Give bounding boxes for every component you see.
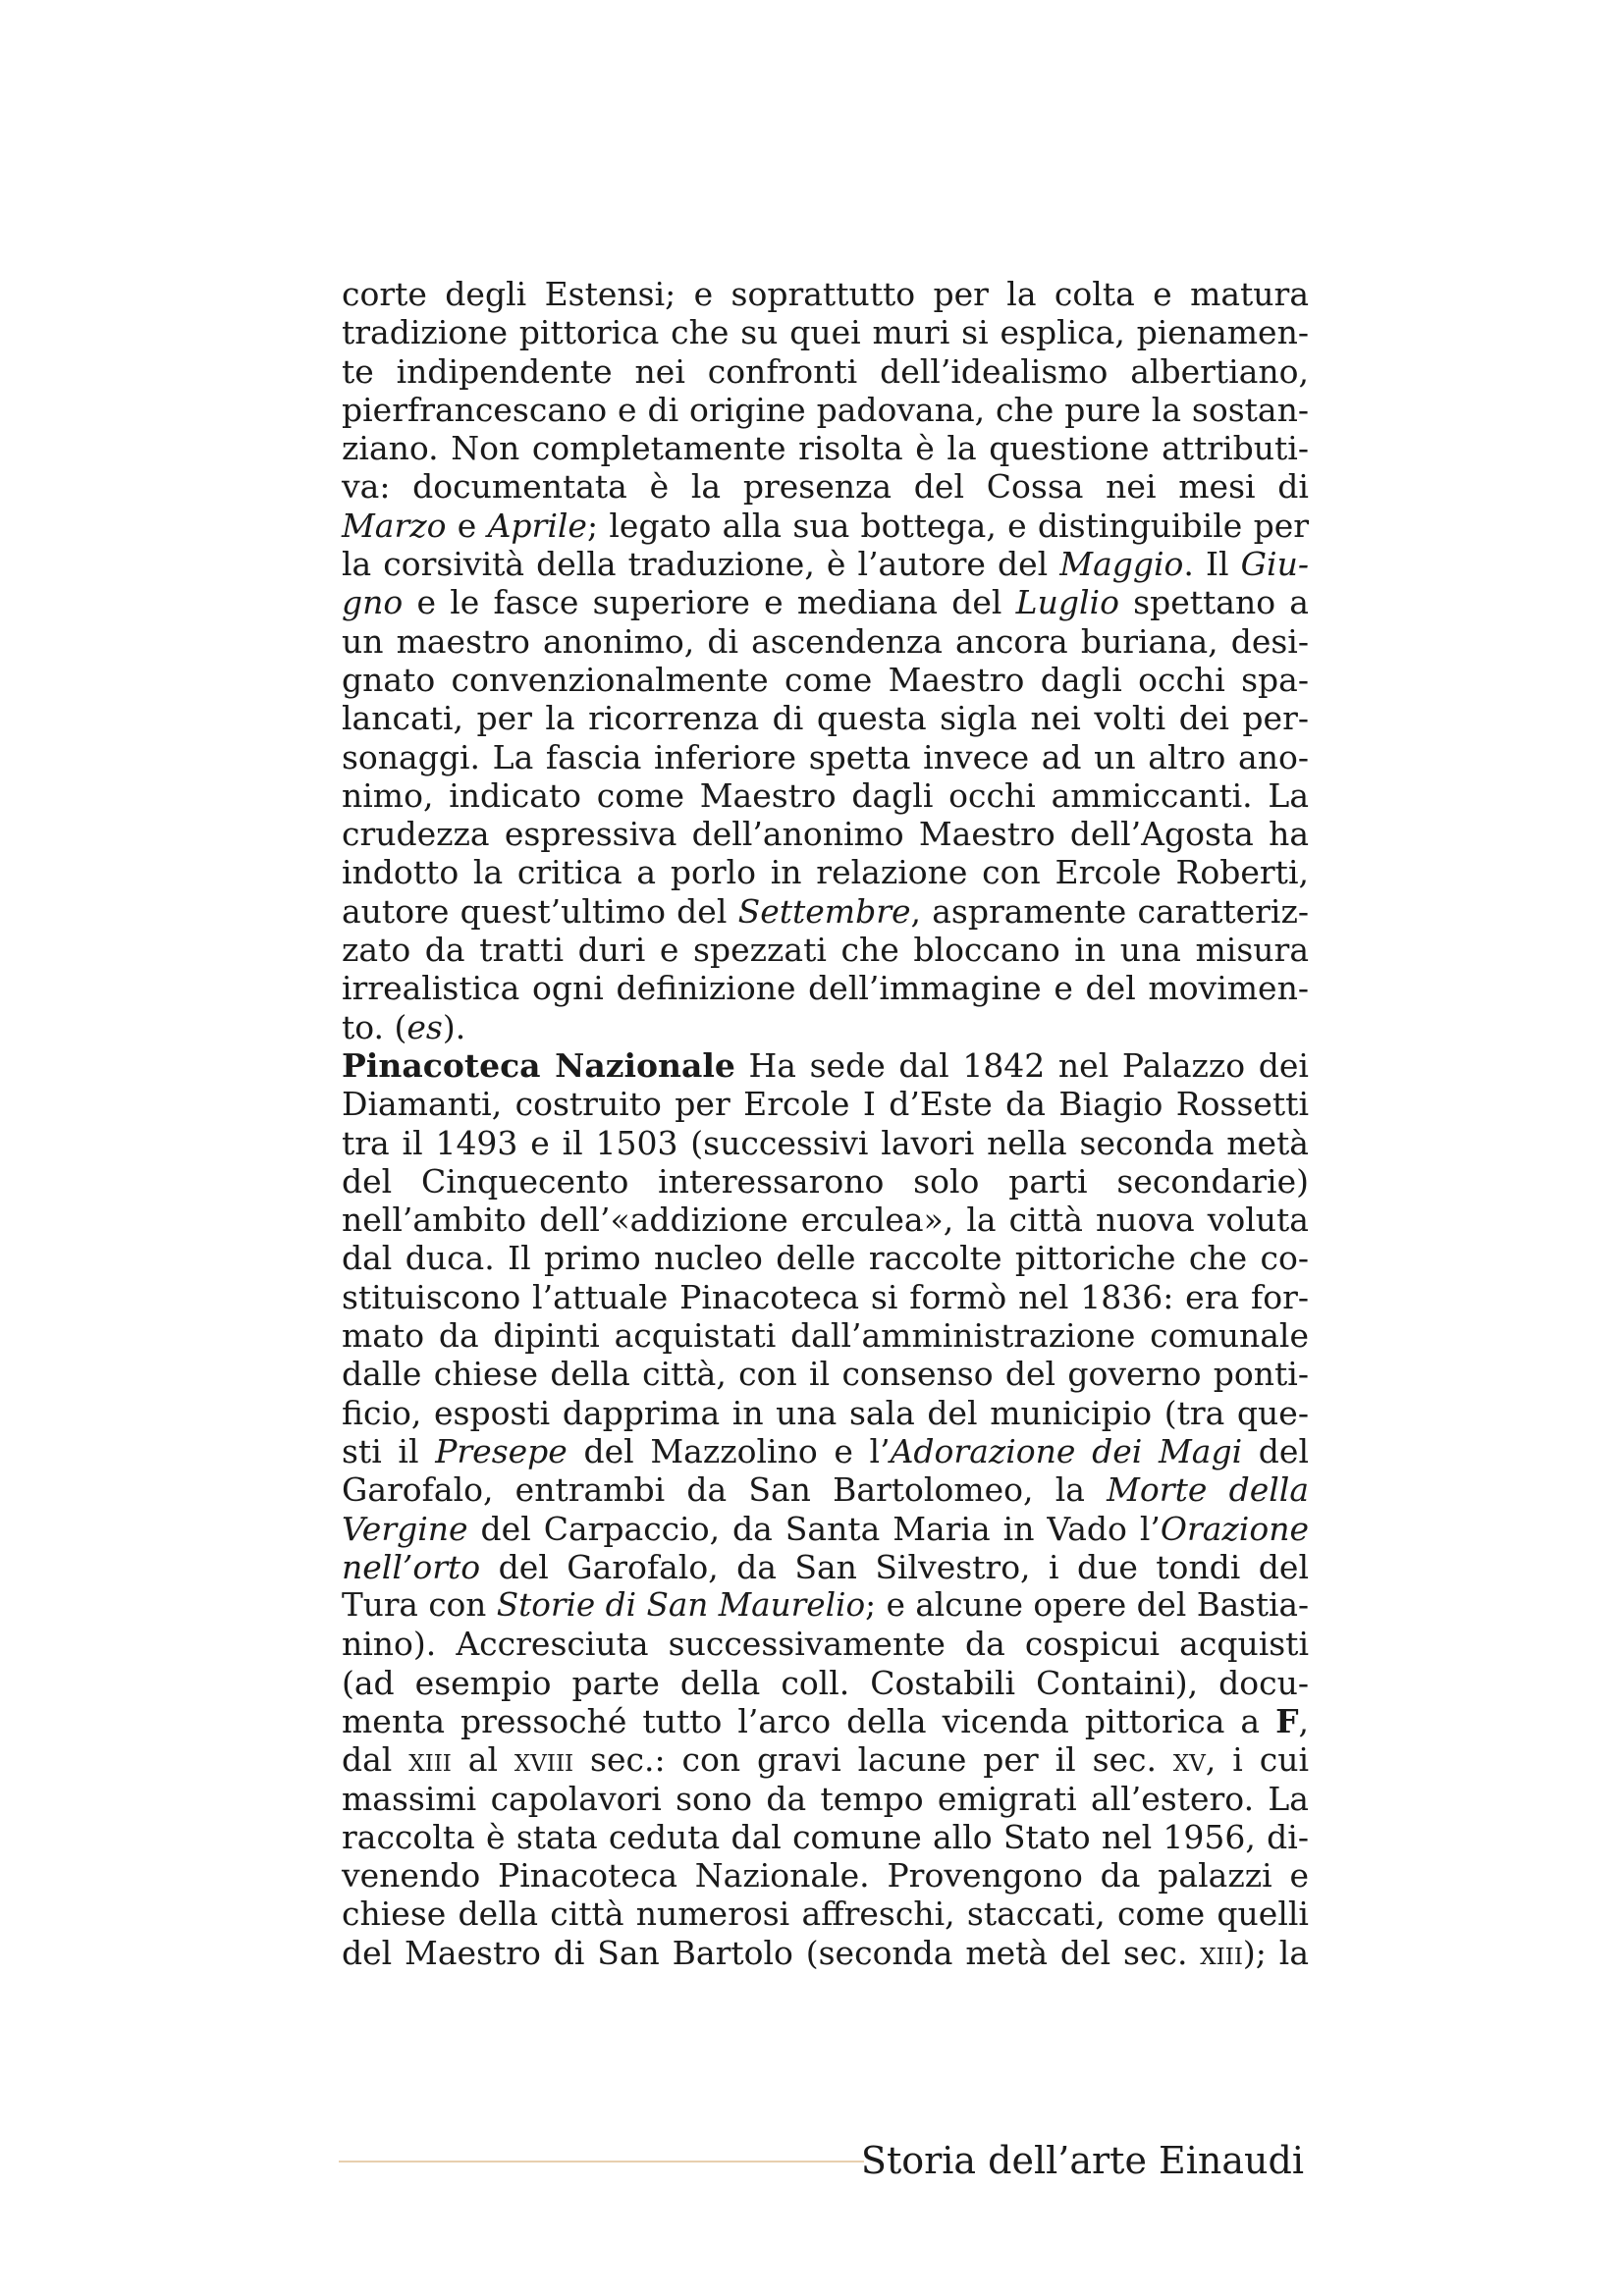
text-segment: venendo Pinacoteca Nazionale. Provengono da palazzi e (342, 1856, 1309, 1896)
text-line (342, 583, 1309, 621)
text-line (342, 1162, 1309, 1201)
text-line (342, 1780, 1309, 1818)
text-line (342, 853, 1309, 891)
footer-rule (339, 2161, 864, 2163)
text-segment: zato da tratti duri e spezzati che bloccano in una misura (342, 931, 1309, 970)
text-segment: nimo, indicato come Maestro dagli occhi ammiccanti. La (342, 775, 1309, 815)
italic-text-segment: gno (342, 583, 404, 622)
text-line (342, 429, 1309, 467)
text-segment: gnato convenzionalmente come Maestro dagli occhi spa- (342, 660, 1309, 699)
italic-text-segment: Presepe (435, 1431, 568, 1470)
text-segment: del Garofalo, da San Silvestro, i due tondi del (480, 1547, 1309, 1586)
text-segment: del (1242, 1431, 1310, 1470)
text-line (342, 622, 1309, 661)
text-segment: , aspramente caratteriz- (910, 891, 1310, 931)
text-line (342, 1046, 1309, 1085)
text-segment: chiese della città numerosi affreschi, staccati, come quelli (342, 1895, 1309, 1934)
text-line (342, 1664, 1309, 1702)
text-segment: Tura con (342, 1586, 497, 1625)
text-segment: massimi capolavori sono da tempo emigrati all’estero. La (342, 1779, 1309, 1818)
text-line (342, 1008, 1309, 1046)
text-line (342, 1625, 1309, 1663)
text-line (342, 1818, 1309, 1856)
text-segment: ziano. Non completamente risolta è la questione attributi- (342, 429, 1309, 468)
text-segment: (ad esempio parte della coll. Costabili Containi), docu- (342, 1663, 1309, 1702)
text-segment: stituiscono l’attuale Pinacoteca si formò nel 1836: era for- (342, 1277, 1309, 1316)
text-segment: va: documentata è la presenza del Cossa nei mesi di (342, 467, 1309, 507)
text-line (342, 1702, 1309, 1740)
text-segment: sec.: con gravi lacune per il sec. (573, 1740, 1173, 1780)
page-body-text (342, 275, 1309, 1972)
italic-text-segment: Orazione (1160, 1509, 1309, 1548)
bold-text-segment: F (1275, 1701, 1299, 1740)
text-line (342, 1470, 1309, 1509)
text-line (342, 1201, 1309, 1239)
text-segment: dal duca. Il primo nucleo delle raccolte pittoriche che co- (342, 1239, 1309, 1278)
text-segment: crudezza espressiva dell’anonimo Maestro dell’Agosta ha (342, 815, 1309, 854)
text-line (342, 1316, 1309, 1355)
text-line (342, 1432, 1309, 1470)
italic-text-segment: Settembre (737, 891, 911, 931)
italic-text-segment: Adorazione dei Magi (890, 1431, 1243, 1470)
text-line (342, 1394, 1309, 1432)
text-line (342, 892, 1309, 931)
text-segment: la corsività della traduzione, è l’autore del (342, 545, 1060, 584)
text-segment: pierfrancescano e di origine padovana, che pure la sostan- (342, 390, 1309, 429)
text-line (342, 969, 1309, 1007)
text-segment: ; e alcune opere del Bastia- (865, 1586, 1309, 1625)
text-segment: to. ( (342, 1007, 407, 1046)
italic-text-segment: nell’orto (342, 1547, 481, 1586)
text-segment: del Cinquecento interessarono solo parti secondarie) (342, 1161, 1309, 1201)
text-line (342, 1510, 1309, 1548)
bold-text-segment: Pinacoteca Nazionale (342, 1045, 735, 1085)
text-line (342, 661, 1309, 699)
italic-text-segment: Giu- (1240, 545, 1309, 584)
text-segment: ; legato alla sua bottega, e distinguibile per (586, 506, 1310, 545)
text-line (342, 699, 1309, 737)
text-line (342, 1934, 1309, 1972)
text-segment: al (451, 1740, 514, 1780)
text-line (342, 1548, 1309, 1586)
text-segment: tradizione pittorica che su quei muri si esplica, pienamen- (342, 313, 1309, 352)
italic-text-segment: Vergine (342, 1509, 468, 1548)
text-segment: tra il 1493 e il 1503 (successivi lavori nella seconda metà (342, 1123, 1309, 1162)
text-line (342, 1085, 1309, 1123)
text-segment: Diamanti, costruito per Ercole I d’Este da Biagio Rossetti (342, 1085, 1310, 1124)
text-line (342, 1856, 1309, 1895)
italic-text-segment: es (406, 1007, 443, 1046)
text-segment: del Mazzolino e l’ (567, 1431, 891, 1470)
text-segment: autore quest’ultimo del (342, 891, 738, 931)
text-segment: sti il (342, 1431, 436, 1470)
text-segment: mato da dipinti acquistati dall’amministrazione comunale (342, 1316, 1309, 1356)
text-segment: del Maestro di San Bartolo (seconda metà del sec. (342, 1933, 1201, 1972)
text-line (342, 467, 1309, 506)
text-line (342, 1895, 1309, 1933)
text-line (342, 738, 1309, 776)
text-line (342, 275, 1309, 313)
text-line (342, 815, 1309, 853)
text-segment: Ha sede dal 1842 nel Palazzo dei (734, 1045, 1309, 1085)
text-segment: te indipendente nei confronti dell’idealismo albertiano, (342, 351, 1309, 391)
italic-text-segment: Luglio (1015, 583, 1119, 622)
text-segment: menta pressoché tutto l’arco della vicenda pittorica a (342, 1701, 1276, 1740)
text-segment: nell’ambito dell’«addizione erculea», la città nuova voluta (342, 1201, 1309, 1240)
italic-text-segment: Marzo (342, 506, 447, 545)
text-line (342, 1586, 1309, 1625)
text-line (342, 1124, 1309, 1162)
text-line (342, 352, 1309, 391)
text-segment: lancati, per la ricorrenza di questa sigla nei volti dei per- (342, 699, 1310, 738)
text-line (342, 1278, 1309, 1316)
text-segment: , (1298, 1701, 1309, 1740)
italic-text-segment: Aprile (487, 506, 587, 545)
text-segment: del Carpaccio, da Santa Maria in Vado l’ (467, 1509, 1161, 1548)
text-segment: indotto la critica a porlo in relazione con Ercole Roberti, (342, 853, 1309, 892)
text-segment: ficio, esposti dapprima in una sala del municipio (tra que- (342, 1393, 1309, 1432)
text-segment: e le fasce superiore e mediana del (403, 583, 1016, 622)
text-line (342, 1740, 1309, 1779)
text-line (342, 931, 1309, 969)
text-segment: . Il (1183, 545, 1241, 584)
text-segment: e (446, 506, 488, 545)
text-segment: spettano a (1118, 583, 1309, 622)
text-segment: sonaggi. La fascia inferiore spetta invece ad un altro ano- (342, 737, 1309, 776)
smallcaps-text-segment: xviii (514, 1740, 574, 1780)
italic-text-segment: Maggio (1059, 545, 1184, 584)
text-segment: raccolta è stata ceduta dal comune allo Stato nel 1956, di- (342, 1817, 1309, 1856)
text-segment: , i cui (1205, 1740, 1309, 1780)
smallcaps-text-segment: xv (1172, 1740, 1206, 1780)
text-segment: ); la (1242, 1933, 1309, 1972)
text-segment: nino). Accresciuta successivamente da cospicui acquisti (342, 1625, 1309, 1664)
text-segment: dalle chiese della città, con il consenso del governo ponti- (342, 1355, 1309, 1394)
text-segment: corte degli Estensi; e soprattutto per la colta e matura (342, 275, 1309, 313)
text-segment: Garofalo, entrambi da San Bartolomeo, la (342, 1470, 1108, 1510)
text-line (342, 1239, 1309, 1277)
smallcaps-text-segment: xiii (408, 1740, 452, 1780)
footer-publication-title: Storia dell’arte Einaudi (860, 2139, 1304, 2182)
text-segment: dal (342, 1740, 409, 1780)
text-segment: irrealistica ogni definizione dell’immagine e del movimen- (342, 969, 1309, 1008)
italic-text-segment: Storie di San Maurelio (496, 1586, 866, 1625)
text-line (342, 507, 1309, 545)
text-line (342, 1355, 1309, 1393)
text-line (342, 545, 1309, 583)
smallcaps-text-segment: xiii (1200, 1933, 1243, 1972)
text-line (342, 776, 1309, 815)
text-line (342, 313, 1309, 351)
text-line (342, 391, 1309, 429)
text-segment: ). (442, 1007, 466, 1046)
text-segment: un maestro anonimo, di ascendenza ancora buriana, desi- (342, 621, 1309, 661)
italic-text-segment: Morte della (1107, 1470, 1309, 1510)
